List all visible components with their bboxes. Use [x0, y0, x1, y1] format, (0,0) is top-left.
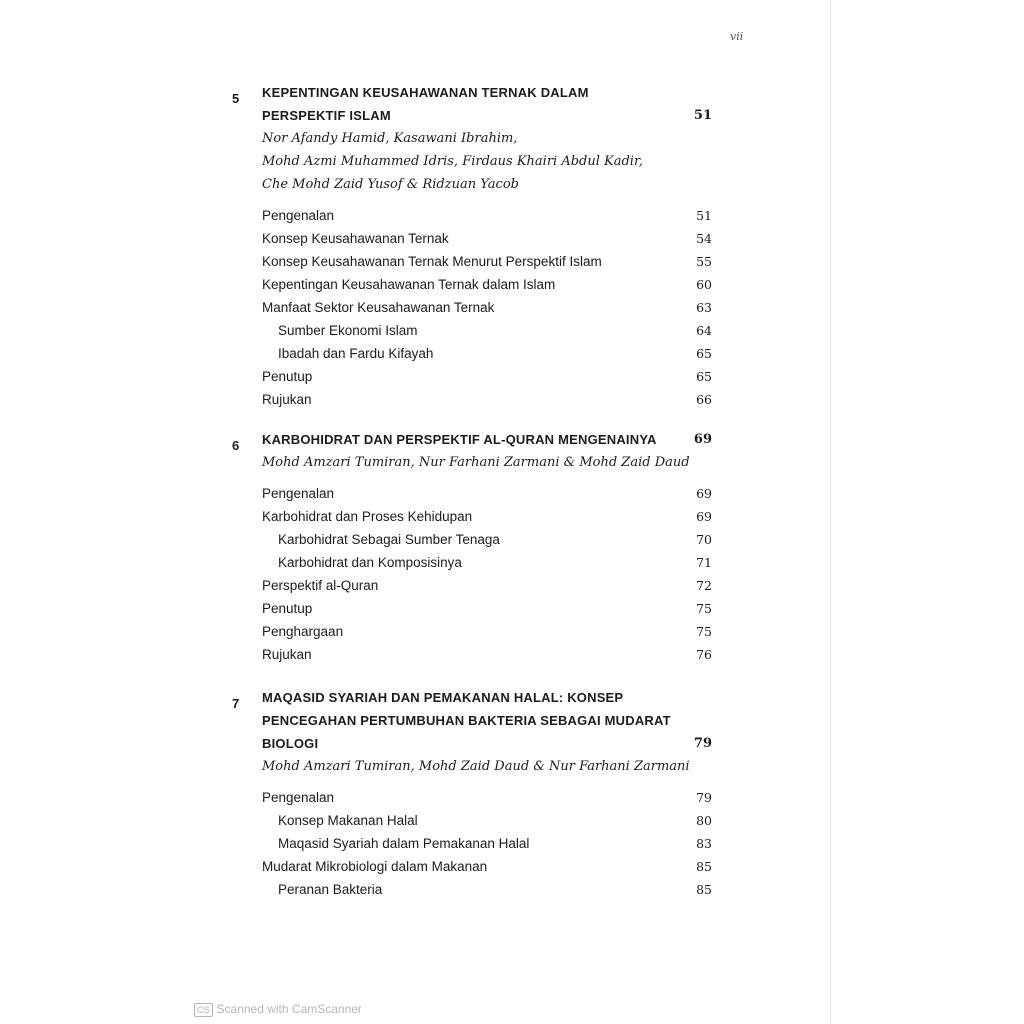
toc-entry-label: Manfaat Sektor Keusahawanan Ternak	[262, 300, 495, 315]
chapter-authors: Mohd Amzari Tumiran, Nur Farhani Zarmani & Mohd Zaid Daud	[262, 455, 690, 470]
toc-entry-label: Pengenalan	[262, 486, 335, 501]
page-edge	[830, 0, 831, 1024]
toc-entry-page: 71	[696, 555, 712, 570]
chapter-title-line: MAQASID SYARIAH DAN PEMAKANAN HALAL: KONSEP	[262, 690, 624, 705]
chapter-page-number: 79	[693, 736, 712, 751]
toc-entry-label: Maqasid Syariah dalam Pemakanan Halal	[278, 836, 530, 851]
toc-entry-page: 63	[696, 300, 712, 315]
toc-entry	[262, 392, 712, 412]
chapter-authors: Mohd Azmi Muhammed Idris, Firdaus Khairi Abdul Kadir,	[262, 154, 643, 169]
toc-entry	[262, 300, 712, 320]
toc-entry-label: Ibadah dan Fardu Kifayah	[278, 346, 434, 361]
toc-entry	[262, 486, 712, 506]
toc-entry	[278, 813, 712, 833]
toc-entry-page: 72	[696, 578, 712, 593]
toc-entry-label: Konsep Makanan Halal	[278, 813, 418, 828]
toc-entry-label: Rujukan	[262, 392, 312, 407]
toc-entry-label: Penutup	[262, 369, 313, 384]
toc-entry-label: Konsep Keusahawanan Ternak Menurut Perspektif Islam	[262, 254, 602, 269]
toc-entry-page: 75	[696, 601, 712, 616]
chapter-title-line: PERSPEKTIF ISLAM	[262, 108, 391, 123]
toc-entry-page: 66	[696, 392, 712, 407]
chapter-title-line: PENCEGAHAN PERTUMBUHAN BAKTERIA SEBAGAI MUDARAT	[262, 713, 671, 728]
toc-entry-page: 69	[696, 486, 712, 501]
toc-entry	[278, 346, 712, 366]
toc-entry-label: Karbohidrat dan Proses Kehidupan	[262, 509, 473, 524]
toc-entry-label: Pengenalan	[262, 790, 335, 805]
toc-entry	[262, 277, 712, 297]
chapter-title-line: KEPENTINGAN KEUSAHAWANAN TERNAK DALAM	[262, 85, 589, 100]
page-number: vii	[730, 30, 744, 43]
scanner-watermark	[194, 1002, 362, 1017]
toc-entry-page: 51	[696, 208, 712, 223]
toc-entry	[278, 836, 712, 856]
toc-entry	[278, 532, 712, 552]
toc-entry-page: 64	[696, 323, 712, 338]
toc-entry	[262, 231, 712, 251]
chapter-page-number: 69	[693, 432, 712, 447]
toc-entry	[262, 624, 712, 644]
toc-entry-label: Penutup	[262, 601, 313, 616]
toc-entry-label: Karbohidrat dan Komposisinya	[278, 555, 462, 570]
toc-entry-label: Penghargaan	[262, 624, 344, 639]
toc-entry-label: Peranan Bakteria	[278, 882, 383, 897]
toc-entry-page: 65	[696, 346, 712, 361]
chapter-number: 6	[232, 438, 240, 453]
toc-entry	[262, 254, 712, 274]
chapter-title-line: KARBOHIDRAT DAN PERSPEKTIF AL-QURAN MENGENAINYA	[262, 432, 657, 447]
toc-entry	[262, 859, 712, 879]
camscanner-logo-icon: CS	[194, 1003, 213, 1017]
toc-entry-label: Perspektif al-Quran	[262, 578, 379, 593]
toc-entry	[262, 509, 712, 529]
toc-entry-page: 79	[696, 790, 712, 805]
toc-entry-page: 55	[696, 254, 712, 269]
toc-entry	[278, 882, 712, 902]
toc-entry	[278, 555, 712, 575]
chapter-authors: Che Mohd Zaid Yusof & Ridzuan Yacob	[262, 177, 519, 192]
toc-entry-page: 85	[696, 859, 712, 874]
toc-entry-label: Sumber Ekonomi Islam	[278, 323, 418, 338]
chapter-authors: Mohd Amzari Tumiran, Mohd Zaid Daud & Nur Farhani Zarmani	[262, 759, 690, 774]
toc-entry-label: Pengenalan	[262, 208, 335, 223]
toc-entry-label: Rujukan	[262, 647, 312, 662]
toc-entry-label: Konsep Keusahawanan Ternak	[262, 231, 449, 246]
toc-entry	[262, 647, 712, 667]
toc-entry-label: Karbohidrat Sebagai Sumber Tenaga	[278, 532, 500, 547]
toc-entry	[262, 601, 712, 621]
chapter-title-line: BIOLOGI	[262, 736, 319, 751]
toc-entry	[278, 323, 712, 343]
toc-entry	[262, 369, 712, 389]
toc-entry-page: 70	[696, 532, 712, 547]
chapter-number: 5	[232, 91, 240, 106]
chapter-page-number: 51	[693, 108, 712, 123]
toc-entry	[262, 790, 712, 810]
toc-entry-label: Kepentingan Keusahawanan Ternak dalam Islam	[262, 277, 556, 292]
toc-entry-page: 65	[696, 369, 712, 384]
toc-entry	[262, 578, 712, 598]
toc-entry-page: 69	[696, 509, 712, 524]
chapter-number: 7	[232, 696, 240, 711]
toc-entry-page: 85	[696, 882, 712, 897]
toc-entry-page: 80	[696, 813, 712, 828]
toc-entry-page: 75	[696, 624, 712, 639]
toc-entry-label: Mudarat Mikrobiologi dalam Makanan	[262, 859, 488, 874]
toc-entry-page: 60	[696, 277, 712, 292]
toc-entry-page: 83	[696, 836, 712, 851]
toc-entry-page: 76	[696, 647, 712, 662]
chapter-authors: Nor Afandy Hamid, Kasawani Ibrahim,	[262, 131, 518, 146]
toc-entry-page: 54	[696, 231, 712, 246]
toc-entry	[262, 208, 712, 228]
watermark-text: Scanned with CamScanner	[216, 1002, 362, 1016]
